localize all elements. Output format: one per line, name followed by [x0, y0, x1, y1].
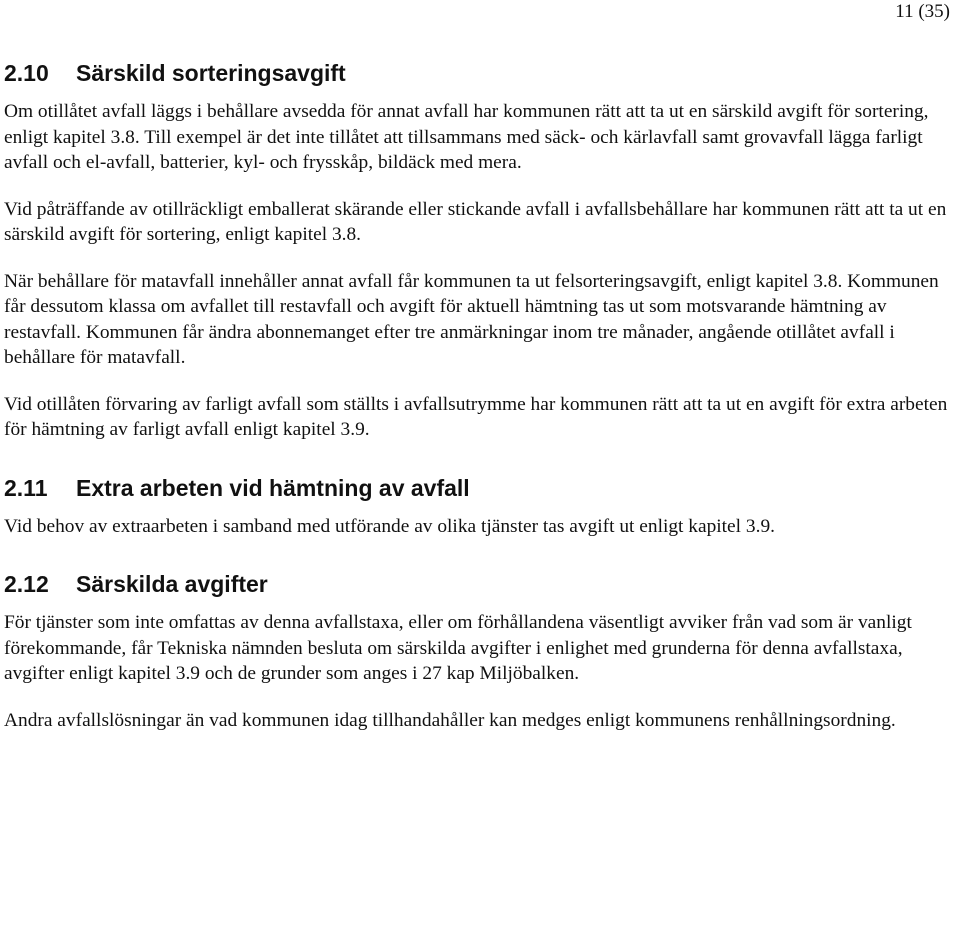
paragraph: Vid behov av extraarbeten i samband med utförande av olika tjänster tas avgift ut enligt kapitel 3.9.: [4, 515, 775, 537]
page-number: 11 (35): [895, 1, 950, 22]
paragraph: För tjänster som inte omfattas av denna avfallstaxa, eller om förhållandena väsentligt avviker från vad som är vanligt förekommande, får Tekniska nämnden besluta om särskilda avgifter i enlighet med grunderna för denna avfallstaxa, avgifter enligt kapitel 3.9 och de grunder som anges i 27 kap Miljöbalken.: [4, 612, 912, 684]
section-title: Särskilda avgifter: [76, 571, 268, 597]
section-title: Extra arbeten vid hämtning av avfall: [76, 474, 470, 501]
section-number: 2.11: [4, 474, 48, 501]
document-body: [4, 58, 958, 733]
section-number: 2.12: [4, 571, 49, 597]
section-heading-2-12: [4, 569, 958, 599]
paragraph: Vid otillåten förvaring av farligt avfall som ställts i avfallsutrymme har kommunen rätt att ta ut en avgift för extra arbeten för hämtning av farligt avfall enligt kapitel 3.9.: [4, 393, 948, 440]
section-heading-2-10: [4, 58, 958, 88]
paragraph: När behållare för matavfall innehåller annat avfall får kommunen ta ut felsorteringsavgift, enligt kapitel 3.8. Kommunen får dessutom klassa om avfallet till restavfall och avgift för aktuell hämtning tas ut som motsvarande hämtning av restavfall. Kommunen får ändra abonnemanget efter tre anmärkningar inom tre månader, angående otillåtet avfall i behållare för matavfall.: [4, 270, 939, 368]
paragraph: Vid påträffande av otillräckligt emballerat skärande eller stickande avfall i avfallsbehållare har kommunen rätt att ta ut en särskild avgift för sortering, enligt kapitel 3.8.: [4, 198, 947, 245]
section-number: 2.10: [4, 60, 49, 86]
section-heading-2-11: [4, 473, 958, 503]
paragraph: Andra avfallslösningar än vad kommunen idag tillhandahåller kan medges enligt kommunens renhållningsordning.: [4, 709, 896, 731]
paragraph: Om otillåtet avfall läggs i behållare avsedda för annat avfall har kommunen rätt att ta ut en särskild avgift för sortering, enligt kapitel 3.8. Till exempel är det inte tillåtet att tillsammans med säck- och kärlavfall samt grovavfall lägga farligt avfall och el-avfall, batterier, kyl- och frysskåp, bildäck med mera.: [4, 101, 929, 173]
section-title: Särskild sorteringsavgift: [76, 60, 346, 86]
